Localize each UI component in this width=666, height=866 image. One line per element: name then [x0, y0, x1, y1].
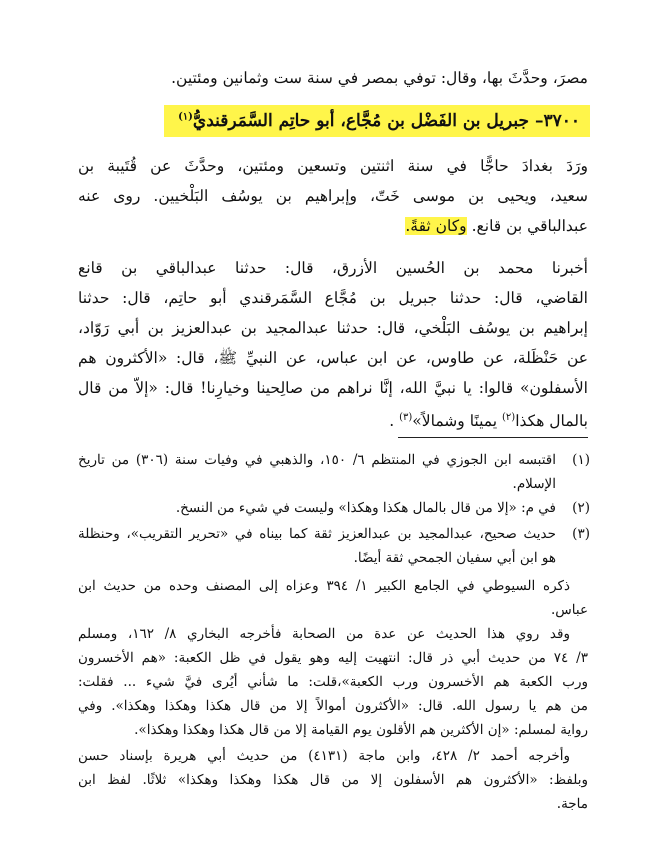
- footnote-ref-2: (٢): [502, 412, 516, 423]
- footnote-3-para4-line2: وبلفظ: «الأكثرون هم الأسفلون إلا من قال هكذا وهكذا وهكذا» ثلاثًا. لفظ ابن: [78, 772, 588, 788]
- para2-line6-b: يمينًا وشمالاً»: [412, 412, 498, 431]
- footnote-2: [78, 496, 590, 520]
- footnote-1-number: (١): [572, 452, 590, 468]
- footnote-3-para3-line4: من هم يا رسول الله. قال: «الأكثرون أموالاً إلا من قال هكذا وهكذا وهكذا». وفي: [78, 698, 588, 714]
- footnote-3-para4-line3: ماجة.: [556, 796, 588, 812]
- footnote-1-text: [78, 448, 556, 496]
- para1-line3: [78, 212, 588, 240]
- footnote-divider: [398, 437, 588, 438]
- footnote-2-text: في م: «إلا من قال بالمال هكذا وهكذا» وليست في شيء من النسخ.: [175, 500, 556, 516]
- trust-highlight: وكان ثقةً.: [405, 217, 467, 235]
- footnote-3-text: [78, 522, 556, 570]
- para1-line1: ورَدَ بغدادَ حاجًّا في سنة اثنتين وتسعين ومئتين، وحدَّثَ عن قُتَيبة بن: [78, 157, 588, 175]
- footnote-1: [78, 448, 590, 496]
- footnote-3-line1: حديث صحيح، عبدالمجيد بن عبدالعزيز ثقة كما بيناه في «تحرير التقريب»، وحنظلة: [78, 526, 556, 542]
- footnote-1-line2: الإسلام.: [512, 476, 556, 492]
- entry-title: جبريل بن الفَضْل بن مُجَّاع، أبو حاتِم السَّمَرقنديُّ: [192, 110, 530, 131]
- footnote-3-para3-line3: ورب الكعبة هم الأخسرون ورب الكعبة»،قلت: ما شأني أيُرى فيَّ شيء ... فقلت:: [78, 674, 588, 690]
- footnote-3-para3: [78, 622, 588, 742]
- para1-line2: سعيد، ويحيى بن موسى خَتّ، وإبراهيم بن يوسُف البَلْخيين. روى عنه: [78, 187, 588, 205]
- para2-line6-end: .: [389, 412, 395, 431]
- para2-line6: [78, 404, 588, 435]
- footnote-1-line1: اقتبسه ابن الجوزي في المنتظم ٦/ ١٥٠، والذهبي في وفيات سنة (٣٠٦) من تاريخ: [78, 452, 557, 468]
- footnote-3-para2: [78, 574, 588, 622]
- para1-line3-text: عبدالباقي بن قانع.: [471, 217, 588, 235]
- para2-line2: القاضي، قال: حدثنا جبريل بن مُجَّاع السَّمَرقندي أبو حاتِم، قال: حدثنا: [78, 289, 588, 307]
- footnote-3-para3-line1: وقد روي هذا الحديث عن عدة من الصحابة فأخرجه البخاري ٨/ ١٦٢، ومسلم: [78, 626, 570, 642]
- footnote-2-number: (٢): [572, 500, 590, 516]
- entry-heading: [100, 97, 590, 137]
- para2-line4: عن حَنْظَلة، عن طاوس، عن ابن عباس، عن النبيِّ ﷺ، قال: «الأكثرون هم: [78, 349, 588, 367]
- heading-footnote-ref: (١): [178, 111, 193, 122]
- footnote-3-para4: [78, 744, 588, 816]
- entry-number: ٣٧٠٠–: [534, 110, 580, 131]
- footnote-ref-3: (٣): [399, 412, 413, 423]
- footnote-3-para3-line5: رواية لمسلم: «إن الأكثرين هم الأقلون يوم القيامة إلا من قال هكذا وهكذا وهكذا».: [134, 722, 588, 738]
- para2-line1: أخبرنا محمد بن الحُسين الأزرق، قال: حدثنا عبدالباقي بن قانع: [78, 259, 588, 277]
- footnote-3-para4-line1: وأخرجه أحمد ٢/ ٤٢٨، وابن ماجة (٤١٣١) من حديث أبي هريرة بإسناد حسن: [78, 748, 571, 764]
- para2-line5: الأسفلون» قالوا: يا نبيَّ الله، إنَّا نراهم من صالِحينا وخيارِنا! قال: «إلاّ من قال: [78, 379, 588, 397]
- footnote-3-para3-line2: ٣/ ٧٤ من حديث أبي ذر قال: انتهيت إليه وهو يقول في ظل الكعبة: «هم الأخسرون: [78, 650, 588, 666]
- para2-line3: إبراهيم بن يوسُف البَلْخي، قال: حدثنا عبدالمجيد بن عبدالعزيز بن أبي رَوّاد،: [78, 319, 588, 337]
- footnote-3-para2-line1: ذكره السيوطي في الجامع الكبير ١/ ٣٩٤ وعزاه إلى المصنف وحده من حديث ابن: [78, 578, 570, 594]
- intro-line: مصرَ، وحدَّثَ بها، وقال: توفي بمصر في سنة ست وثمانين ومئتين.: [171, 69, 588, 87]
- heading-highlight: [164, 105, 590, 137]
- footnote-3: [78, 522, 590, 570]
- footnote-3-number: (٣): [572, 526, 590, 542]
- para2-line6-a: بالمال هكذا: [515, 412, 588, 431]
- footnote-3-para2-line2: عباس.: [550, 602, 588, 618]
- footnote-3-line2: هو ابن أبي سفيان الجمحي ثقة أيضًا.: [353, 550, 556, 566]
